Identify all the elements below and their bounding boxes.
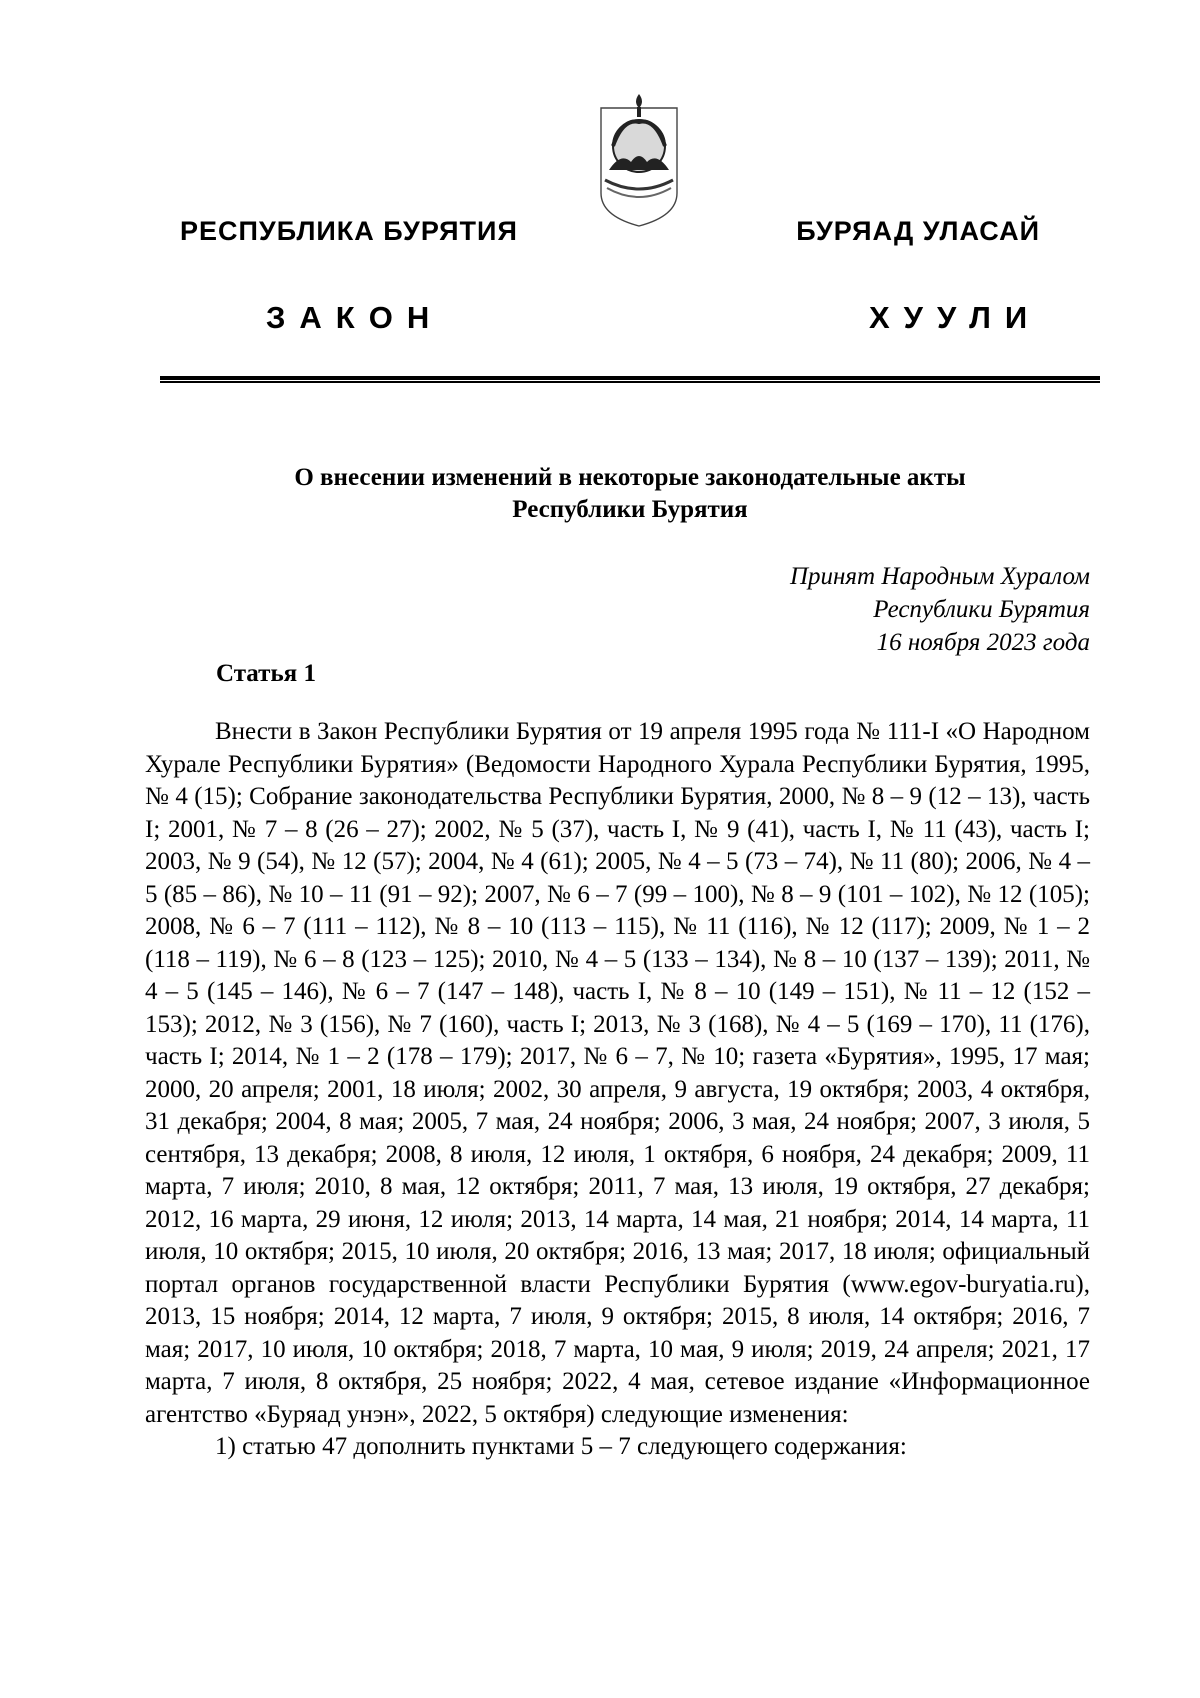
- document-title-line: О внесении изменений в некоторые законодательные акты: [294, 464, 966, 491]
- article-body: Внести в Закон Республики Бурятия от 19 апреля 1995 года № 111-I «О Народном Хурале Республики Бурятия» (Ведомости Народного Хурала Республики Бурятия, 1995, № 4 (15); Собрание законодательства Республики Бурятия, 2000, № 8 – 9 (12 – 13), часть I; 2001, № 7 – 8 (26 – 27); 2002, № 5 (37), часть I, № 9 (41), часть I, № 11 (43), часть I; 2003, № 9 (54), № 12 (57); 2004, № 4 (61); 2005, № 4 – 5 (73 – 74), № 11 (80); 2006, № 4 – 5 (85 – 86), № 10 – 11 (91 – 92); 2007, № 6 – 7 (99 – 100), № 8 – 9 (101 – 102), № 12 (105); 2008, № 6 – 7 (111 – 112), № 8 – 10 (113 – 115), № 11 (116), № 12 (117); 2009, № 1 – 2 (118 – 119), № 6 – 8 (123 – 125); 2010, № 4 – 5 (133 – 134), № 8 – 10 (137 – 139); 2011, № 4 – 5 (145 – 146), № 6 – 7 (147 – 148), часть I, № 8 – 10 (149 – 151), № 11 – 12 (152 – 153); 2012, № 3 (156), № 7 (160), часть I; 2013, № 3 (168), № 4 – 5 (169 – 170), 11 (176), часть I; 2014, № 1 – 2 (178 – 179); 2017, № 6 – 7, № 10; газета «Бурятия», 1995, 17 мая; 2000, 20 апреля; 2001, 18 июля; 2002, 30 апреля, 9 августа, 19 октября; 2003, 4 октября, 31 декабря; 2004, 8 мая; 2005, 7 мая, 24 ноября; 2006, 3 мая, 24 ноября; 2007, 3 июля, 5 сентября, 13 декабря; 2008, 8 июля, 12 июля, 1 октября, 6 ноября, 24 декабря; 2009, 11 марта, 7 июля; 2010, 8 мая, 12 октября; 2011, 7 мая, 13 июля, 19 октября, 27 декабря; 2012, 16 марта, 29 июня, 12 июля; 2013, 14 марта, 14 мая, 21 ноября; 2014, 14 марта, 11 июля, 10 октября; 2015, 10 июля, 20 октября; 2016, 13 мая; 2017, 18 июля; официальный портал органов государственной власти Республики Бурятия (www.egov-buryatia.ru), 2013, 15 ноября; 2014, 12 марта, 7 июля, 9 октября; 2015, 8 июля, 14 октября; 2016, 7 мая; 2017, 10 июля, 10 октября; 2018, 7 марта, 10 мая, 9 июля; 2019, 24 апреля; 2021, 17 марта, 7 июля, 8 октября, 25 ноября; 2022, 4 мая, сетевое издание «Информационное агентство «Буряад унэн», 2022, 5 октября) следующие изменения:: [145, 718, 1090, 1428]
- adoption-note: [790, 560, 1090, 659]
- republic-name-russian: РЕСПУБЛИКА БУРЯТИЯ: [180, 216, 518, 246]
- law-label-buryat: ХУУЛИ: [869, 300, 1042, 335]
- header-divider: [160, 376, 1100, 380]
- law-label-russian: ЗАКОН: [266, 300, 444, 335]
- document-title-line: Республики Бурятия: [512, 496, 748, 523]
- adoption-note-line: Республики Бурятия: [873, 596, 1090, 623]
- adoption-date: 16 ноября 2023 года: [876, 629, 1090, 656]
- article-heading: Статья 1: [216, 660, 316, 687]
- adoption-note-line: Принят Народным Хуралом: [789, 563, 1090, 590]
- document-title: [160, 462, 1100, 526]
- article-item: 1) статью 47 дополнить пунктами 5 – 7 следующего содержания:: [215, 1433, 907, 1460]
- republic-name-buryat: БУРЯАД УЛАСАЙ: [796, 216, 1040, 246]
- header-divider-thin: [160, 381, 1100, 383]
- coat-of-arms-icon: [597, 88, 681, 228]
